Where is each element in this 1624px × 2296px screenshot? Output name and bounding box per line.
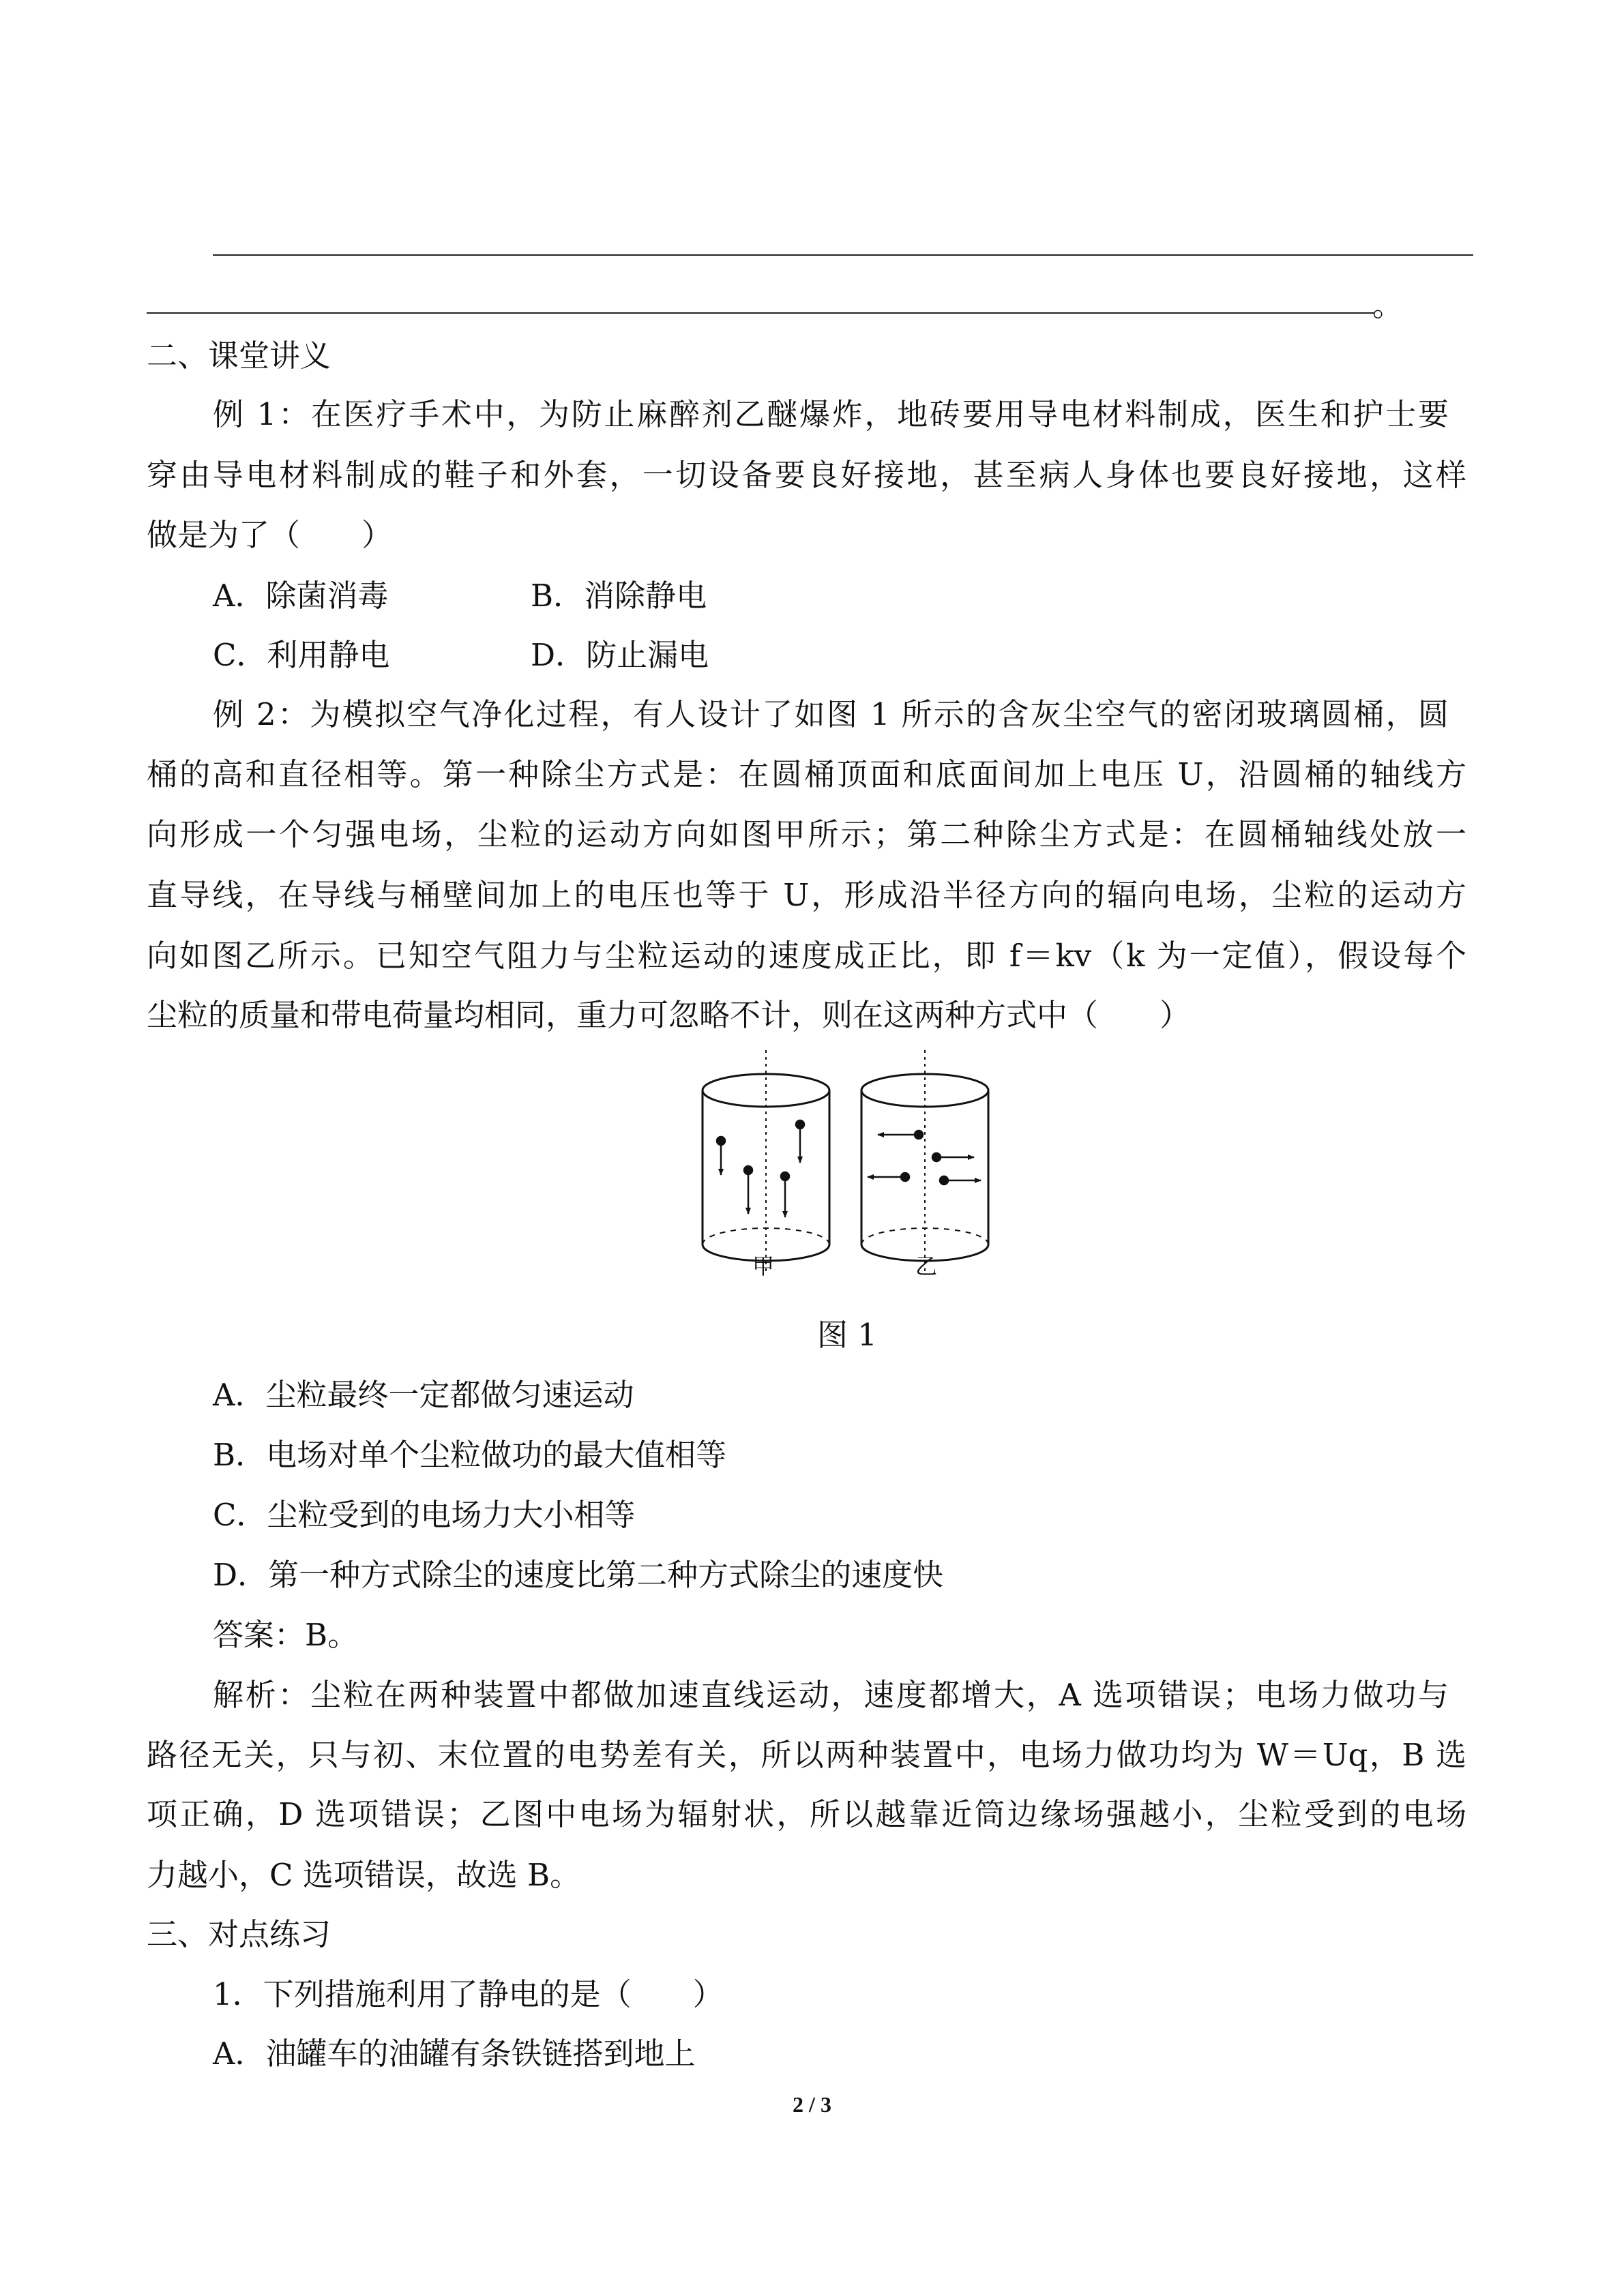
example2-line-2: 桶的高和直径相等。第一种除尘方式是：在圆桶顶面和底面间加上电压 U，沿圆桶的轴线方 [147, 756, 1466, 792]
example2-line-6: 尘粒的质量和带电荷量均相同，重力可忽略不计，则在这两种方式中（ ） [147, 997, 1191, 1033]
answer-blank-line-2 [147, 312, 1374, 314]
figure-label-jia: 甲 [752, 1253, 775, 1279]
analysis-line-4: 力越小，C 选项错误，故选 B。 [147, 1857, 581, 1893]
example1-option-d: D．防止漏电 [531, 637, 709, 673]
example1-line-2: 穿由导电材料制成的鞋子和外套，一切设备要良好接地，甚至病人身体也要良好接地，这样 [147, 457, 1466, 493]
example2-option-b: B．电场对单个尘粒做功的最大值相等 [213, 1437, 727, 1473]
example2-option-a: A．尘粒最终一定都做匀速运动 [213, 1377, 634, 1413]
example2-line-1: 例 2：为模拟空气净化过程，有人设计了如图 1 所示的含灰尘空气的密闭玻璃圆桶，圆 [213, 696, 1449, 732]
example2-line-5: 向如图乙所示。已知空气阻力与尘粒运动的速度成正比，即 f＝kv（k 为一定值），假设每个 [147, 938, 1466, 974]
section-heading-2: 二、课堂讲义 [147, 338, 331, 374]
analysis-line-2: 路径无关，只与初、末位置的电势差有关，所以两种装置中，电场力做功均为 W＝Uq，B 选 [147, 1737, 1466, 1773]
answer-blank-end: 。 [1372, 287, 1404, 323]
example2-option-c: C．尘粒受到的电场力大小相等 [213, 1497, 636, 1533]
page-number: 2 / 3 [793, 2092, 831, 2117]
practice-question-1-option-a: A．油罐车的油罐有条铁链搭到地上 [213, 2036, 696, 2072]
figure-label-yi: 乙 [915, 1253, 938, 1279]
example2-answer: 答案：B。 [213, 1617, 359, 1653]
example1-option-a: A．除菌消毒 [213, 578, 389, 614]
example1-option-b: B．消除静电 [531, 578, 707, 614]
example2-option-d: D．第一种方式除尘的速度比第二种方式除尘的速度快 [213, 1557, 944, 1593]
answer-blank-line-1 [213, 254, 1473, 256]
particles-jia [717, 1120, 804, 1217]
example1-line-1: 例 1：在医疗手术中，为防止麻醉剂乙醚爆炸，地砖要用导电材料制成，医生和护士要 [213, 396, 1449, 432]
example2-line-4: 直导线，在导线与桶壁间加上的电压也等于 U，形成沿半径方向的辐向电场，尘粒的运动方 [147, 877, 1466, 913]
section-heading-3: 三、对点练习 [147, 1916, 331, 1952]
example1-option-c: C．利用静电 [213, 637, 390, 673]
example1-line-3: 做是为了（ ） [147, 517, 393, 553]
figure-caption: 图 1 [817, 1317, 877, 1353]
example2-line-3: 向形成一个匀强电场，尘粒的运动方向如图甲所示；第二种除尘方式是：在圆桶轴线处放一 [147, 816, 1466, 852]
figure-1-cylinders [682, 1047, 1009, 1292]
analysis-line-1: 解析：尘粒在两种装置中都做加速直线运动，速度都增大，A 选项错误；电场力做功与 [213, 1677, 1449, 1713]
analysis-line-3: 项正确，D 选项错误；乙图中电场为辐射状，所以越靠近筒边缘场强越小，尘粒受到的电场 [147, 1796, 1466, 1832]
particles-yi [868, 1131, 981, 1184]
practice-question-1: 1．下列措施利用了静电的是（ ） [213, 1976, 724, 2012]
